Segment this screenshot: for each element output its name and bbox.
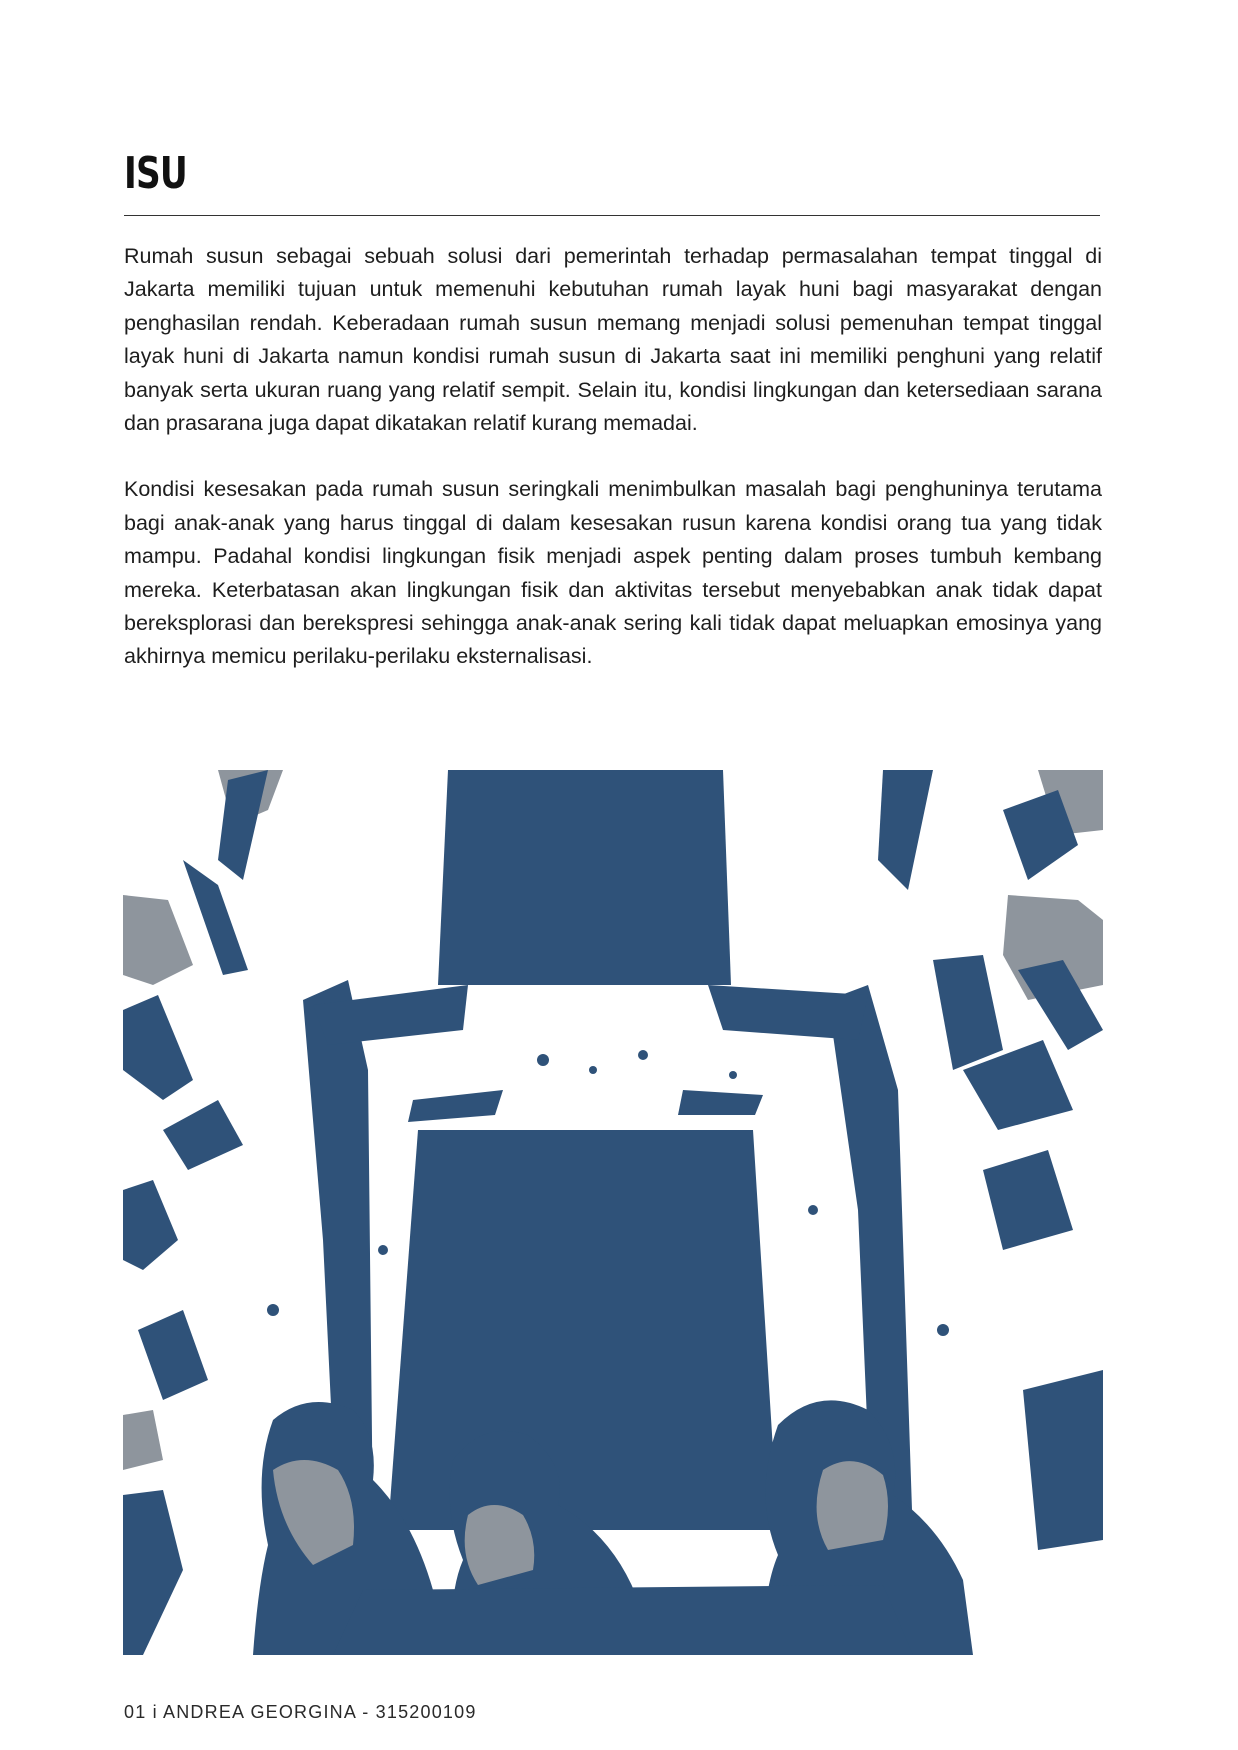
speckle bbox=[378, 1245, 388, 1255]
photo-illustration bbox=[123, 770, 1103, 1655]
page-title: ISU bbox=[124, 148, 188, 199]
speckle bbox=[729, 1071, 737, 1079]
body-text bbox=[124, 240, 1102, 674]
title-divider bbox=[124, 215, 1100, 216]
speckle bbox=[267, 1304, 279, 1316]
rusun-children-photo bbox=[123, 770, 1103, 1655]
paragraph-1: Rumah susun sebagai sebuah solusi dari pemerintah terhadap permasalahan tempat tinggal di Jakarta memiliki tujuan untuk memenuhi kebutuhan rumah layak huni bagi masyarakat dengan penghasilan rendah. Keberadaan rumah susun memang menjadi solusi pemenuhan tempat tinggal layak huni di Jakarta namun kondisi rumah susun di Jakarta saat ini memiliki penghuni yang relatif banyak serta ukuran ruang yang relatif sempit. Selain itu, kondisi lingkungan dan ketersediaan sarana dan prasarana juga dapat dikatakan relatif kurang memadai. bbox=[124, 244, 1102, 436]
upper-opening bbox=[438, 770, 731, 985]
lower-opening bbox=[388, 1130, 778, 1530]
floor-shadow bbox=[333, 1585, 913, 1655]
speckle bbox=[638, 1050, 648, 1060]
speckle bbox=[589, 1066, 597, 1074]
speckle bbox=[537, 1054, 549, 1066]
person-right-shade bbox=[817, 1461, 888, 1550]
page-footer: 01 i ANDREA GEORGINA - 315200109 bbox=[124, 1702, 477, 1722]
speckle bbox=[937, 1324, 949, 1336]
speckle bbox=[808, 1205, 818, 1215]
paragraph-2: Kondisi kesesakan pada rumah susun seringkali menimbulkan masalah bagi penghuninya terutama bagi anak-anak yang harus tinggal di dalam kesesakan rusun karena kondisi orang tua yang tidak mampu. Padahal kondisi lingkungan fisik menjadi aspek penting dalam proses tumbuh kembang mereka. Keterbatasan akan lingkungan fisik dan aktivitas tersebut menyebabkan anak tidak dapat bereksplorasi dan berekspresi sehingga anak-anak sering kali tidak dapat meluapkan emosinya yang akhirnya memicu perilaku-perilaku eksternalisasi. bbox=[124, 477, 1102, 669]
